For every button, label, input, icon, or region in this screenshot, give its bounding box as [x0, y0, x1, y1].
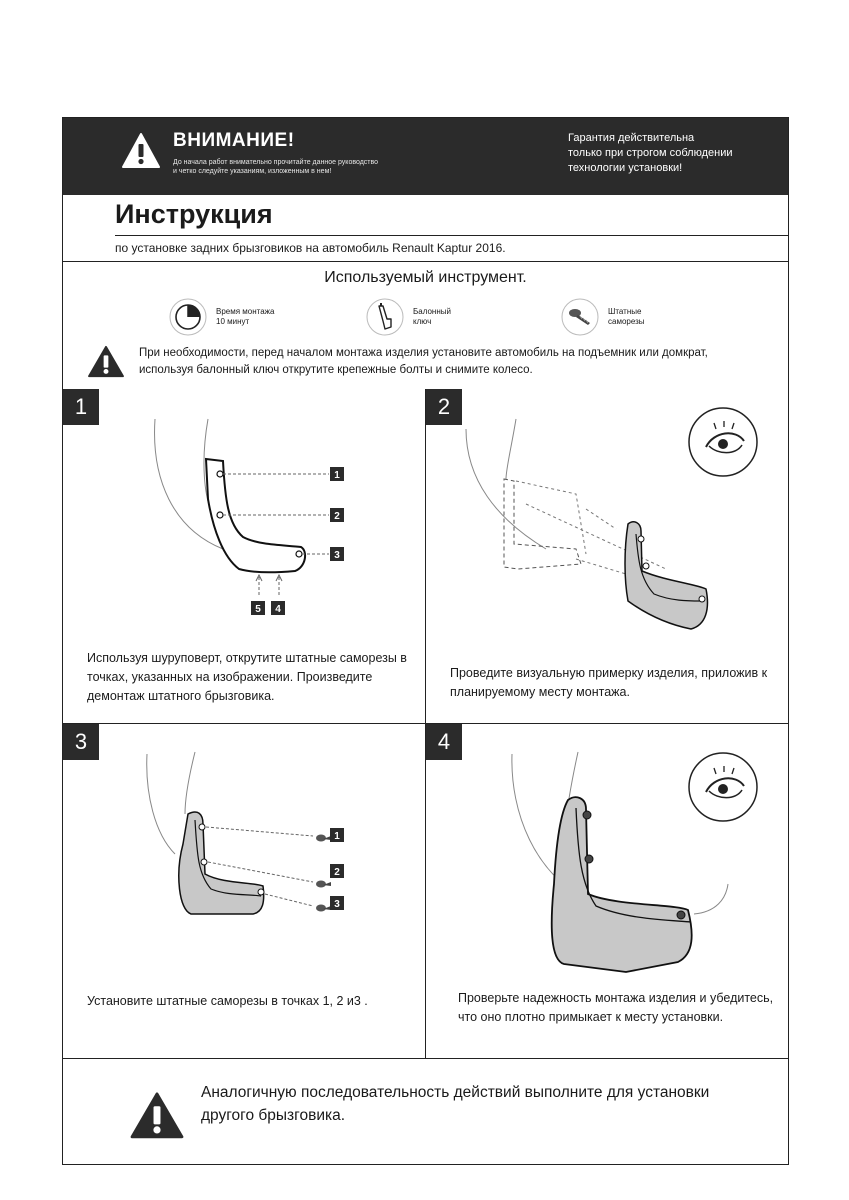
step-number: 4: [426, 724, 462, 760]
clock-icon: [168, 297, 208, 337]
marker-label: 1: [334, 470, 340, 481]
instruction-sheet: [62, 117, 789, 1165]
step-number: 1: [63, 389, 99, 425]
step-2-panel: [426, 389, 788, 724]
marker-label: 4: [275, 604, 281, 615]
screw-icon: [560, 297, 600, 337]
step-1-panel: [63, 389, 426, 724]
marker-label: 3: [334, 899, 340, 910]
warning-title: ВНИМАНИЕ!: [173, 130, 295, 151]
title-divider: [115, 235, 788, 236]
screw-icon: [316, 905, 331, 912]
step-2-text: Проведите визуальную примерку изделия, приложив к планируемому месту монтажа.: [450, 666, 768, 699]
marker-label: 5: [255, 604, 261, 615]
tools-title: Используемый инструмент.: [324, 269, 527, 286]
step-3-panel: [63, 724, 426, 1059]
tools-section: [63, 261, 788, 390]
tool-screws: [560, 297, 690, 337]
guarantee-note: [568, 131, 768, 176]
guarantee-line: Гарантия действительна: [568, 132, 695, 144]
warning-icon: [129, 1091, 185, 1141]
marker-label: 1: [334, 831, 340, 842]
step-3-text: Установите штатные саморезы в точках 1, 2 и3 .: [87, 994, 368, 1008]
marker-label: 3: [334, 550, 340, 561]
step-4-panel: [426, 724, 788, 1059]
document-title: Инструкция: [115, 199, 273, 229]
step-number: 2: [426, 389, 462, 425]
warning-subtitle: [173, 158, 393, 176]
step-4-text: Проверьте надежность монтажа изделия и убедитесь, что оно плотно примыкает к месту установки.: [458, 991, 774, 1024]
warning-icon: [87, 345, 125, 379]
guarantee-line: только при строгом соблюдении: [568, 147, 733, 159]
marker-label: 2: [334, 867, 340, 878]
document-subtitle: по установке задних брызговиков на автомобиль Renault Kaptur 2016.: [115, 241, 506, 255]
wrench-icon: [365, 297, 405, 337]
prep-warning-text: При необходимости, перед началом монтажа изделия установите автомобиль на подъемник или домкрат, используя балонный ключ открутите крепежные болты и снимите колесо.: [139, 347, 708, 376]
step-1-text: Используя шуруповерт, открутите штатные саморезы в точках, указанных на изображении. Произведите демонтаж штатного брызговика.: [87, 651, 407, 703]
final-note-text: Аналогичную последовательность действий выполните для установки другого брызговика.: [201, 1084, 710, 1124]
screw-icon: [316, 835, 331, 842]
guarantee-line: технологии установки!: [568, 162, 683, 174]
tool-screws-label: Штатные саморезы: [608, 307, 645, 326]
step-number: 3: [63, 724, 99, 760]
tool-time-label: Время монтажа 10 минут: [216, 307, 275, 326]
tool-wrench: [365, 297, 495, 337]
warning-header: [63, 118, 788, 195]
tool-wrench-label: Балонный ключ: [413, 307, 451, 326]
marker-label: 2: [334, 511, 340, 522]
warning-subtitle-line: и четко следуйте указаниям, изложенным в нем!: [173, 168, 332, 175]
screw-icon: [316, 881, 331, 888]
title-block: [63, 195, 788, 262]
warning-icon: [121, 132, 161, 170]
tool-time: [168, 297, 298, 337]
warning-subtitle-line: До начала работ внимательно прочитайте данное руководство: [173, 159, 379, 166]
final-note: [63, 1059, 788, 1164]
